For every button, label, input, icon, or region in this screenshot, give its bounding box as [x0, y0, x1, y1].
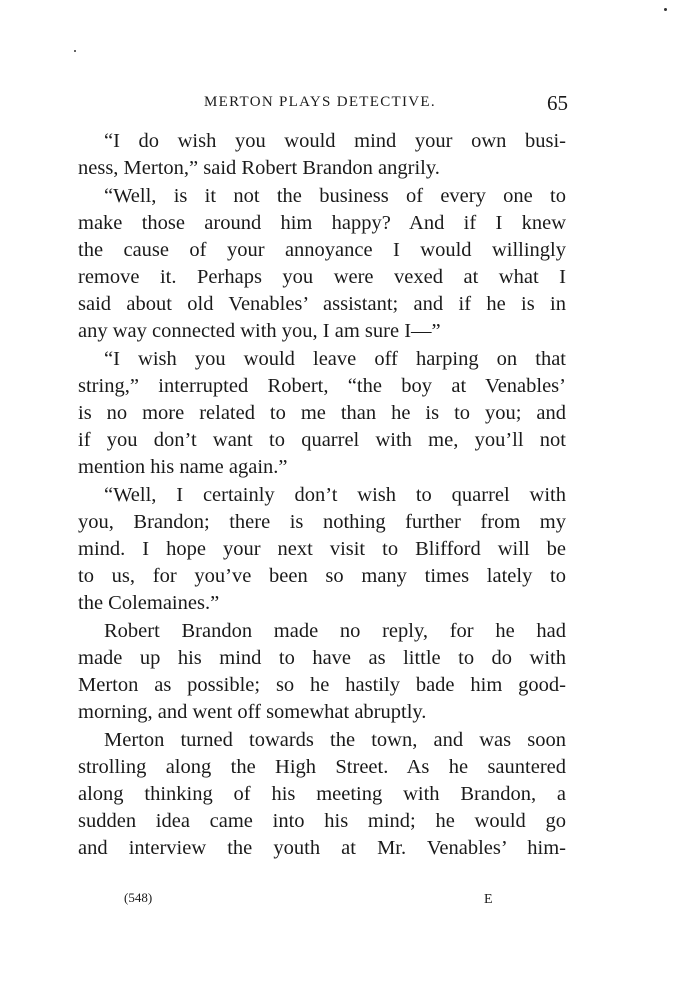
- paragraph: [78, 183, 566, 345]
- text-line: if you don’t want to quarrel with me, you’ll not: [78, 429, 566, 451]
- text-line: morning, and went off somewhat abruptly.: [78, 701, 427, 723]
- text-line: you, Brandon; there is nothing further from my: [78, 511, 566, 533]
- text-line: sudden idea came into his mind; he would go: [78, 810, 566, 832]
- running-head: MERTON PLAYS DETECTIVE.: [204, 94, 436, 110]
- text-line: string,” interrupted Robert, “the boy at Venables’: [78, 375, 566, 397]
- text-line: along thinking of his meeting with Brandon, a: [78, 783, 566, 805]
- paragraph: [78, 618, 566, 726]
- print-speck: [664, 8, 667, 11]
- text-line: make those around him happy? And if I knew: [78, 212, 566, 234]
- text-line: “Well, I certainly don’t wish to quarrel with: [104, 484, 566, 506]
- text-line: and interview the youth at Mr. Venables’ him-: [78, 837, 566, 859]
- body-text: [78, 128, 566, 862]
- paragraph: [78, 727, 566, 862]
- text-line: Merton turned towards the town, and was soon: [104, 729, 566, 751]
- paragraph: [78, 482, 566, 617]
- text-line: is no more related to me than he is to you; and: [78, 402, 566, 424]
- text-line: the Colemaines.”: [78, 592, 220, 614]
- page-number: 65: [547, 91, 568, 115]
- signature-mark: (548): [124, 890, 153, 905]
- text-line: “I wish you would leave off harping on that: [104, 348, 566, 370]
- page-footer: [78, 890, 566, 910]
- text-line: “Well, is it not the business of every one to: [104, 185, 566, 207]
- text-line: mind. I hope your next visit to Blifford will be: [78, 538, 566, 560]
- text-line: said about old Venables’ assistant; and if he is in: [78, 293, 566, 315]
- text-line: remove it. Perhaps you were vexed at what I: [78, 266, 566, 288]
- text-line: strolling along the High Street. As he sauntered: [78, 756, 566, 778]
- page-header: [78, 91, 568, 122]
- text-line: made up his mind to have as little to do with: [78, 647, 566, 669]
- text-line: mention his name again.”: [78, 456, 288, 478]
- text-line: to us, for you’ve been so many times lately to: [78, 565, 566, 587]
- paragraph: [78, 346, 566, 481]
- text-line: the cause of your annoyance I would willingly: [78, 239, 566, 261]
- signature-letter: E: [484, 892, 493, 907]
- text-line: Robert Brandon made no reply, for he had: [104, 620, 566, 642]
- text-line: any way connected with you, I am sure I—”: [78, 320, 441, 342]
- text-line: Merton as possible; so he hastily bade him good-: [78, 674, 566, 696]
- print-speck: [74, 50, 76, 52]
- paragraph: [78, 128, 566, 182]
- text-line: “I do wish you would mind your own busi-: [104, 130, 566, 152]
- text-line: ness, Merton,” said Robert Brandon angrily.: [78, 157, 440, 179]
